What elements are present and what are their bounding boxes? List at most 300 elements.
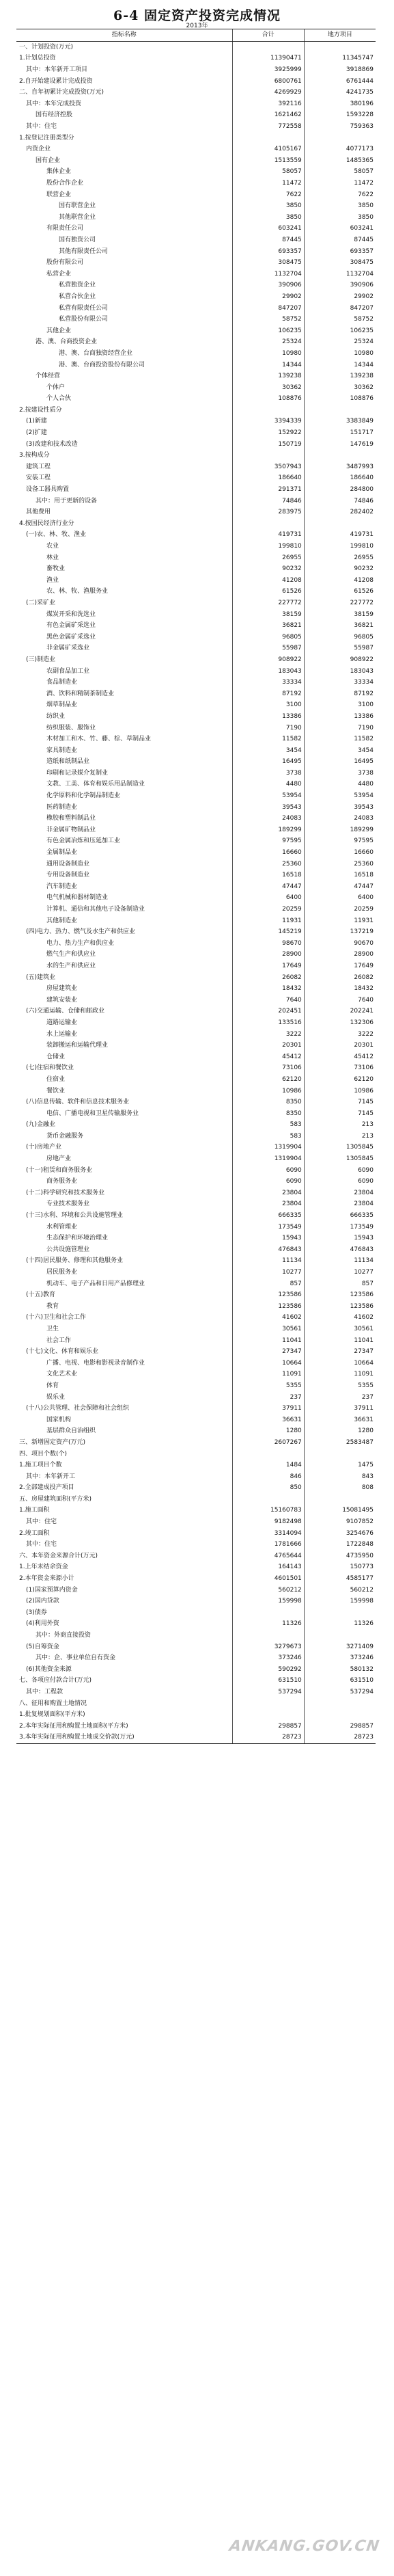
local-value: 16518: [304, 870, 376, 881]
indicator-name: 其中：本年新开工项目: [26, 66, 88, 74]
total-value: 419731: [232, 529, 304, 541]
site-watermark: ANKANG.GOV.CN: [228, 2538, 381, 2555]
table-row: [16, 1119, 376, 1131]
total-value: 373246: [232, 1652, 304, 1664]
table-row: [16, 949, 376, 961]
indicator-name: 个人合伙: [46, 395, 72, 403]
table-row: [16, 1040, 376, 1051]
table-row: [16, 280, 376, 291]
total-value: 583: [232, 1131, 304, 1142]
table-row: [16, 336, 376, 348]
table-row: [16, 926, 376, 938]
local-value: 11345747: [304, 53, 376, 64]
table-row: [16, 1641, 376, 1652]
table-row: [16, 870, 376, 881]
total-value: [232, 1607, 304, 1619]
table-row: [16, 427, 376, 439]
indicator-name: (三)制造业: [26, 656, 56, 663]
table-row: [16, 881, 376, 893]
total-value: 41208: [232, 575, 304, 587]
total-value: 139238: [232, 371, 304, 382]
indicator-name: 畜牧业: [46, 565, 66, 573]
total-value: 25360: [232, 858, 304, 870]
total-value: 16495: [232, 756, 304, 768]
total-value: 10664: [232, 1357, 304, 1369]
total-value: 36631: [232, 1414, 304, 1425]
local-value: 41602: [304, 1312, 376, 1324]
indicator-name: (二)采矿业: [26, 599, 56, 606]
local-value: 1280: [304, 1425, 376, 1437]
local-value: 150773: [304, 1561, 376, 1573]
local-value: 47447: [304, 881, 376, 893]
table-row: [16, 620, 376, 632]
table-row: [16, 1391, 376, 1403]
local-value: 96805: [304, 631, 376, 643]
local-value: 87445: [304, 234, 376, 246]
indicator-name: 其中：本年完成投资: [26, 100, 82, 107]
indicator-name: (十七)文化、体育和娱乐业: [26, 1348, 99, 1356]
indicator-name: 2.自开始建设累计完成投资: [19, 77, 93, 85]
total-value: 55987: [232, 643, 304, 654]
indicator-name: 1.施工面积: [19, 1507, 50, 1514]
local-value: 202241: [304, 1006, 376, 1017]
total-value: 5355: [232, 1380, 304, 1392]
indicator-name: 通用设备制造业: [46, 860, 90, 868]
total-value: [232, 1494, 304, 1505]
local-value: 6090: [304, 1176, 376, 1188]
local-value: 23804: [304, 1198, 376, 1210]
indicator-name: 水利管理业: [46, 1223, 78, 1231]
local-value: 857: [304, 1278, 376, 1289]
local-value: 3918869: [304, 64, 376, 76]
total-value: 1280: [232, 1425, 304, 1437]
local-value: 282402: [304, 507, 376, 518]
indicator-name: 机动车、电子产品和日用产品修理业: [46, 1280, 145, 1287]
table-row: [16, 1108, 376, 1119]
indicator-name: 食品制造业: [46, 679, 78, 686]
total-value: 7640: [232, 994, 304, 1006]
table-row: [16, 631, 376, 643]
local-value: 139238: [304, 371, 376, 382]
table-row: [16, 1210, 376, 1222]
local-value: 298857: [304, 1720, 376, 1732]
table-row: [16, 915, 376, 926]
table-row: [16, 892, 376, 904]
local-value: 7145: [304, 1097, 376, 1108]
indicator-name: 非金属矿采选业: [46, 645, 90, 652]
table-row: [16, 961, 376, 972]
local-value: 16660: [304, 847, 376, 859]
total-value: 537294: [232, 1687, 304, 1698]
local-value: 58752: [304, 314, 376, 325]
local-value: [304, 1494, 376, 1505]
indicator-name: (十三)水利、环境和公共设施管理业: [26, 1212, 124, 1220]
total-value: 227772: [232, 598, 304, 609]
total-value: 97595: [232, 835, 304, 847]
table-row: [16, 1698, 376, 1709]
local-value: 20301: [304, 1040, 376, 1051]
table-row: [16, 1334, 376, 1346]
local-value: 390906: [304, 280, 376, 291]
indicator-name: 电气机械和器材制造业: [46, 894, 109, 902]
total-value: 1319904: [232, 1142, 304, 1153]
indicator-name: (4)利用外资: [26, 1620, 59, 1628]
indicator-name: (1)国家预算内资金: [26, 1586, 78, 1594]
local-value: 10277: [304, 1267, 376, 1278]
indicator-name: 其他企业: [46, 327, 72, 334]
table-row: [16, 87, 376, 98]
total-value: 36821: [232, 620, 304, 632]
table-row: [16, 1244, 376, 1256]
total-value: 37911: [232, 1403, 304, 1414]
indicator-name: 私营企业: [46, 270, 72, 278]
local-value: 7622: [304, 189, 376, 200]
local-value: 74846: [304, 495, 376, 507]
total-value: 58057: [232, 166, 304, 178]
table-row: [16, 1221, 376, 1233]
local-value: 73106: [304, 1062, 376, 1074]
table-row: [16, 518, 376, 530]
table-row: [16, 699, 376, 711]
table-row: [16, 1074, 376, 1086]
indicator-name: 社会工作: [46, 1337, 72, 1344]
indicator-name: 非金属矿物制品业: [46, 826, 96, 833]
indicator-name: 1.按登记注册类型分: [19, 134, 74, 142]
table-row: [16, 1142, 376, 1153]
total-value: 11134: [232, 1255, 304, 1267]
indicator-name: 金属制品业: [46, 849, 78, 857]
total-value: 74846: [232, 495, 304, 507]
indicator-name: 其他联营企业: [59, 213, 96, 221]
indicator-name: 股份合作企业: [46, 180, 84, 187]
local-value: 908922: [304, 654, 376, 666]
indicator-name: 货币金融服务: [46, 1132, 84, 1140]
total-value: 25324: [232, 336, 304, 348]
table-row: [16, 98, 376, 110]
indicator-name: (八)信息传输、软件和信息技术服务业: [26, 1099, 130, 1106]
indicator-name: 3.按构成分: [19, 452, 50, 459]
indicator-name: 1.批复规划面积(平方米): [19, 1711, 85, 1719]
total-value: 11091: [232, 1369, 304, 1380]
total-value: 41602: [232, 1312, 304, 1324]
indicator-name: 1.上年末结余资金: [19, 1564, 68, 1571]
total-value: [232, 450, 304, 461]
table-row: [16, 1369, 376, 1380]
total-value: 106235: [232, 325, 304, 336]
indicator-name: 私营独资企业: [59, 282, 96, 289]
local-value: 20259: [304, 904, 376, 915]
local-value: 26955: [304, 552, 376, 563]
table-row: [16, 563, 376, 575]
indicator-name: 二、自年初累计完成投资(万元): [19, 89, 104, 96]
total-value: 846: [232, 1471, 304, 1482]
indicator-name: (6)其他资金来源: [26, 1665, 72, 1673]
indicator-name: 渔业: [46, 576, 59, 584]
local-value: 106235: [304, 325, 376, 336]
table-row: [16, 1028, 376, 1040]
table-row: [16, 1164, 376, 1176]
table-row: [16, 598, 376, 609]
local-value: [304, 132, 376, 144]
local-value: 3222: [304, 1028, 376, 1040]
indicator-name: 安装工程: [26, 474, 51, 482]
table-row: [16, 1527, 376, 1539]
indicator-name: 广播、电视、电影和影视录音制作业: [46, 1359, 145, 1367]
local-value: 4241735: [304, 87, 376, 98]
local-value: 2583487: [304, 1437, 376, 1449]
indicator-name: 个体经营: [36, 373, 61, 380]
table-row: [16, 1006, 376, 1017]
indicator-name: 印刷和记录媒介复制业: [46, 769, 109, 777]
indicator-name: (3)改建和技术改造: [26, 440, 78, 448]
local-value: 1722848: [304, 1539, 376, 1551]
indicator-name: 农、林、牧、渔服务业: [46, 588, 109, 595]
total-value: [232, 132, 304, 144]
table-row: [16, 1675, 376, 1687]
table-row: [16, 1153, 376, 1165]
local-value: 28723: [304, 1732, 376, 1743]
total-value: 476843: [232, 1244, 304, 1256]
table-row: [16, 1516, 376, 1528]
indicator-name: 建筑安装业: [46, 996, 78, 1004]
indicator-name: (十一)租赁和商务服务业: [26, 1166, 93, 1174]
table-row: [16, 1607, 376, 1619]
local-value: 213: [304, 1119, 376, 1131]
table-row: [16, 744, 376, 756]
local-value: [304, 405, 376, 416]
indicator-name: 商务服务业: [46, 1178, 78, 1185]
indicator-name: 3.本年实际征用和购置土地成交价款(万元): [16, 1732, 232, 1743]
total-value: 145219: [232, 926, 304, 938]
table-row: [16, 1267, 376, 1278]
table-row: [16, 416, 376, 427]
indicator-name: 水的生产和供应业: [46, 962, 96, 969]
table-row: [16, 1630, 376, 1641]
indicator-name: 烟草制品业: [46, 701, 78, 709]
local-value: 11134: [304, 1255, 376, 1267]
indicator-name: 纺织服装、服饰业: [46, 724, 96, 732]
total-value: [232, 518, 304, 530]
total-value: 58752: [232, 314, 304, 325]
local-value: 25360: [304, 858, 376, 870]
local-value: 147619: [304, 438, 376, 450]
total-value: 152922: [232, 427, 304, 439]
indicator-name: 1.计划总投资: [19, 55, 56, 62]
local-value: 29902: [304, 291, 376, 303]
total-value: 20259: [232, 904, 304, 915]
indicator-name: (四)电力、热力、燃气及水生产和供应业: [26, 928, 136, 936]
table-row: [16, 1062, 376, 1074]
indicator-name: 设备工器具购置: [26, 486, 70, 494]
total-value: 8350: [232, 1097, 304, 1108]
total-value: 7622: [232, 189, 304, 200]
indicator-name: 股份有限公司: [46, 259, 84, 267]
indicator-name: 建筑工程: [26, 463, 51, 470]
table-row: [16, 348, 376, 360]
table-row: [16, 450, 376, 461]
local-value: 537294: [304, 1687, 376, 1698]
table-row: [16, 1255, 376, 1267]
table-row: [16, 1448, 376, 1460]
indicator-name: 煤炭开采和洗选业: [46, 611, 96, 618]
indicator-name: 私营合伙企业: [59, 293, 96, 300]
indicator-name: 其他制造业: [46, 917, 78, 924]
table-row: [16, 529, 376, 541]
total-value: 772558: [232, 121, 304, 133]
local-value: 13386: [304, 711, 376, 723]
local-value: 15081495: [304, 1505, 376, 1516]
total-value: 10277: [232, 1267, 304, 1278]
table-row: [16, 1584, 376, 1596]
indicator-name: 2.本年实际征用和购置土地面积(平方米): [19, 1722, 128, 1730]
indicator-name: 电力、热力生产和供应业: [46, 939, 115, 947]
table-row: [16, 994, 376, 1006]
local-value: 45412: [304, 1051, 376, 1062]
indicator-name: 其中：用于更新的设备: [36, 497, 98, 505]
indicator-name: 木材加工和木、竹、藤、棕、草制品业: [46, 736, 152, 743]
indicator-name: 有色金属矿采选业: [46, 622, 96, 630]
indicator-name: 有色金属冶炼和压延加工业: [46, 837, 121, 845]
table-row: [16, 1732, 376, 1743]
table-row: [16, 1233, 376, 1244]
indicator-name: 房地产业: [46, 1155, 72, 1163]
local-value: 11041: [304, 1334, 376, 1346]
total-value: 590292: [232, 1664, 304, 1676]
table-row: [16, 541, 376, 552]
investment-table: [16, 29, 376, 1744]
indicator-name: 国有经济控股: [36, 111, 73, 119]
indicator-name: 装卸搬运和运输代理业: [46, 1042, 109, 1049]
total-value: 73106: [232, 1062, 304, 1074]
total-value: 7190: [232, 722, 304, 734]
table-row: [16, 847, 376, 859]
local-value: 808: [304, 1482, 376, 1494]
table-row: [16, 938, 376, 950]
total-value: 10986: [232, 1085, 304, 1097]
table-row: [16, 1482, 376, 1494]
total-value: [232, 405, 304, 416]
total-value: 133516: [232, 1017, 304, 1029]
local-value: 1593228: [304, 109, 376, 121]
local-value: 3850: [304, 200, 376, 212]
table-row: [16, 1198, 376, 1210]
local-value: [304, 1630, 376, 1641]
local-value: 580132: [304, 1664, 376, 1676]
indicator-name: 三、新增固定资产(万元): [19, 1438, 86, 1446]
local-value: 227772: [304, 598, 376, 609]
local-value: 11582: [304, 734, 376, 745]
total-value: 392116: [232, 98, 304, 110]
total-value: 1319904: [232, 1153, 304, 1165]
local-value: 39543: [304, 801, 376, 813]
table-row: [16, 41, 376, 53]
local-value: 10980: [304, 348, 376, 360]
indicator-name: (5)自筹资金: [26, 1643, 59, 1650]
table-row: [16, 835, 376, 847]
indicator-name: 其中：工程款: [26, 1688, 64, 1695]
indicator-name: (十六)卫生和社会工作: [26, 1314, 87, 1321]
table-row: [16, 212, 376, 224]
local-value: 132306: [304, 1017, 376, 1029]
table-row: [16, 438, 376, 450]
total-value: 847207: [232, 302, 304, 314]
local-value: 16495: [304, 756, 376, 768]
table-row: [16, 608, 376, 620]
indicator-name: 农副食品加工业: [46, 667, 90, 675]
table-row: [16, 314, 376, 325]
table-row: [16, 132, 376, 144]
total-value: [232, 41, 304, 53]
indicator-name: 医药制造业: [46, 803, 78, 811]
local-value: [304, 1709, 376, 1721]
total-value: [232, 1698, 304, 1709]
total-value: 6400: [232, 892, 304, 904]
total-value: 237: [232, 1391, 304, 1403]
table-row: [16, 1051, 376, 1062]
table-row: [16, 1176, 376, 1188]
table-row: [16, 484, 376, 496]
table-body: [16, 41, 376, 1743]
total-value: 3507943: [232, 461, 304, 473]
total-value: [232, 1448, 304, 1460]
total-value: 13386: [232, 711, 304, 723]
table-row: [16, 734, 376, 745]
table-row: [16, 245, 376, 257]
local-value: 123586: [304, 1301, 376, 1313]
indicator-name: 居民服务业: [46, 1269, 78, 1276]
table-row: [16, 677, 376, 688]
total-value: [232, 1709, 304, 1721]
local-value: 189299: [304, 824, 376, 836]
total-value: 693357: [232, 245, 304, 257]
table-row: [16, 109, 376, 121]
local-value: 30362: [304, 381, 376, 393]
indicator-name: 娱乐业: [46, 1393, 66, 1401]
table-row: [16, 302, 376, 314]
total-value: 62120: [232, 1074, 304, 1086]
table-row: [16, 1618, 376, 1630]
total-value: 583: [232, 1119, 304, 1131]
local-value: 24083: [304, 813, 376, 824]
indicator-name: 其中：外商直接投资: [36, 1632, 92, 1639]
total-value: 11390471: [232, 53, 304, 64]
total-value: 150719: [232, 438, 304, 450]
table-row: [16, 1278, 376, 1289]
local-value: 1485365: [304, 155, 376, 167]
local-value: 62120: [304, 1074, 376, 1086]
total-value: 4480: [232, 779, 304, 790]
table-row: [16, 1403, 376, 1414]
table-row: [16, 1097, 376, 1108]
local-value: 11091: [304, 1369, 376, 1380]
indicator-name: 其中：企、事业单位自有资金: [36, 1654, 116, 1662]
table-row: [16, 495, 376, 507]
local-value: 373246: [304, 1652, 376, 1664]
table-row: [16, 1664, 376, 1676]
total-value: 6090: [232, 1164, 304, 1176]
total-value: 11931: [232, 915, 304, 926]
table-row: [16, 1471, 376, 1482]
indicator-name: 港、澳、台商独资经营企业: [59, 349, 133, 357]
total-value: 16518: [232, 870, 304, 881]
indicator-name: 七、各项应付款合计(万元): [19, 1677, 92, 1685]
local-value: 4077173: [304, 144, 376, 155]
local-value: [304, 450, 376, 461]
indicator-name: (七)住宿和餐饮业: [26, 1064, 74, 1072]
local-value: 3487993: [304, 461, 376, 473]
indicator-name: 酒、饮料和精制茶制造业: [46, 690, 115, 697]
table-row: [16, 586, 376, 598]
